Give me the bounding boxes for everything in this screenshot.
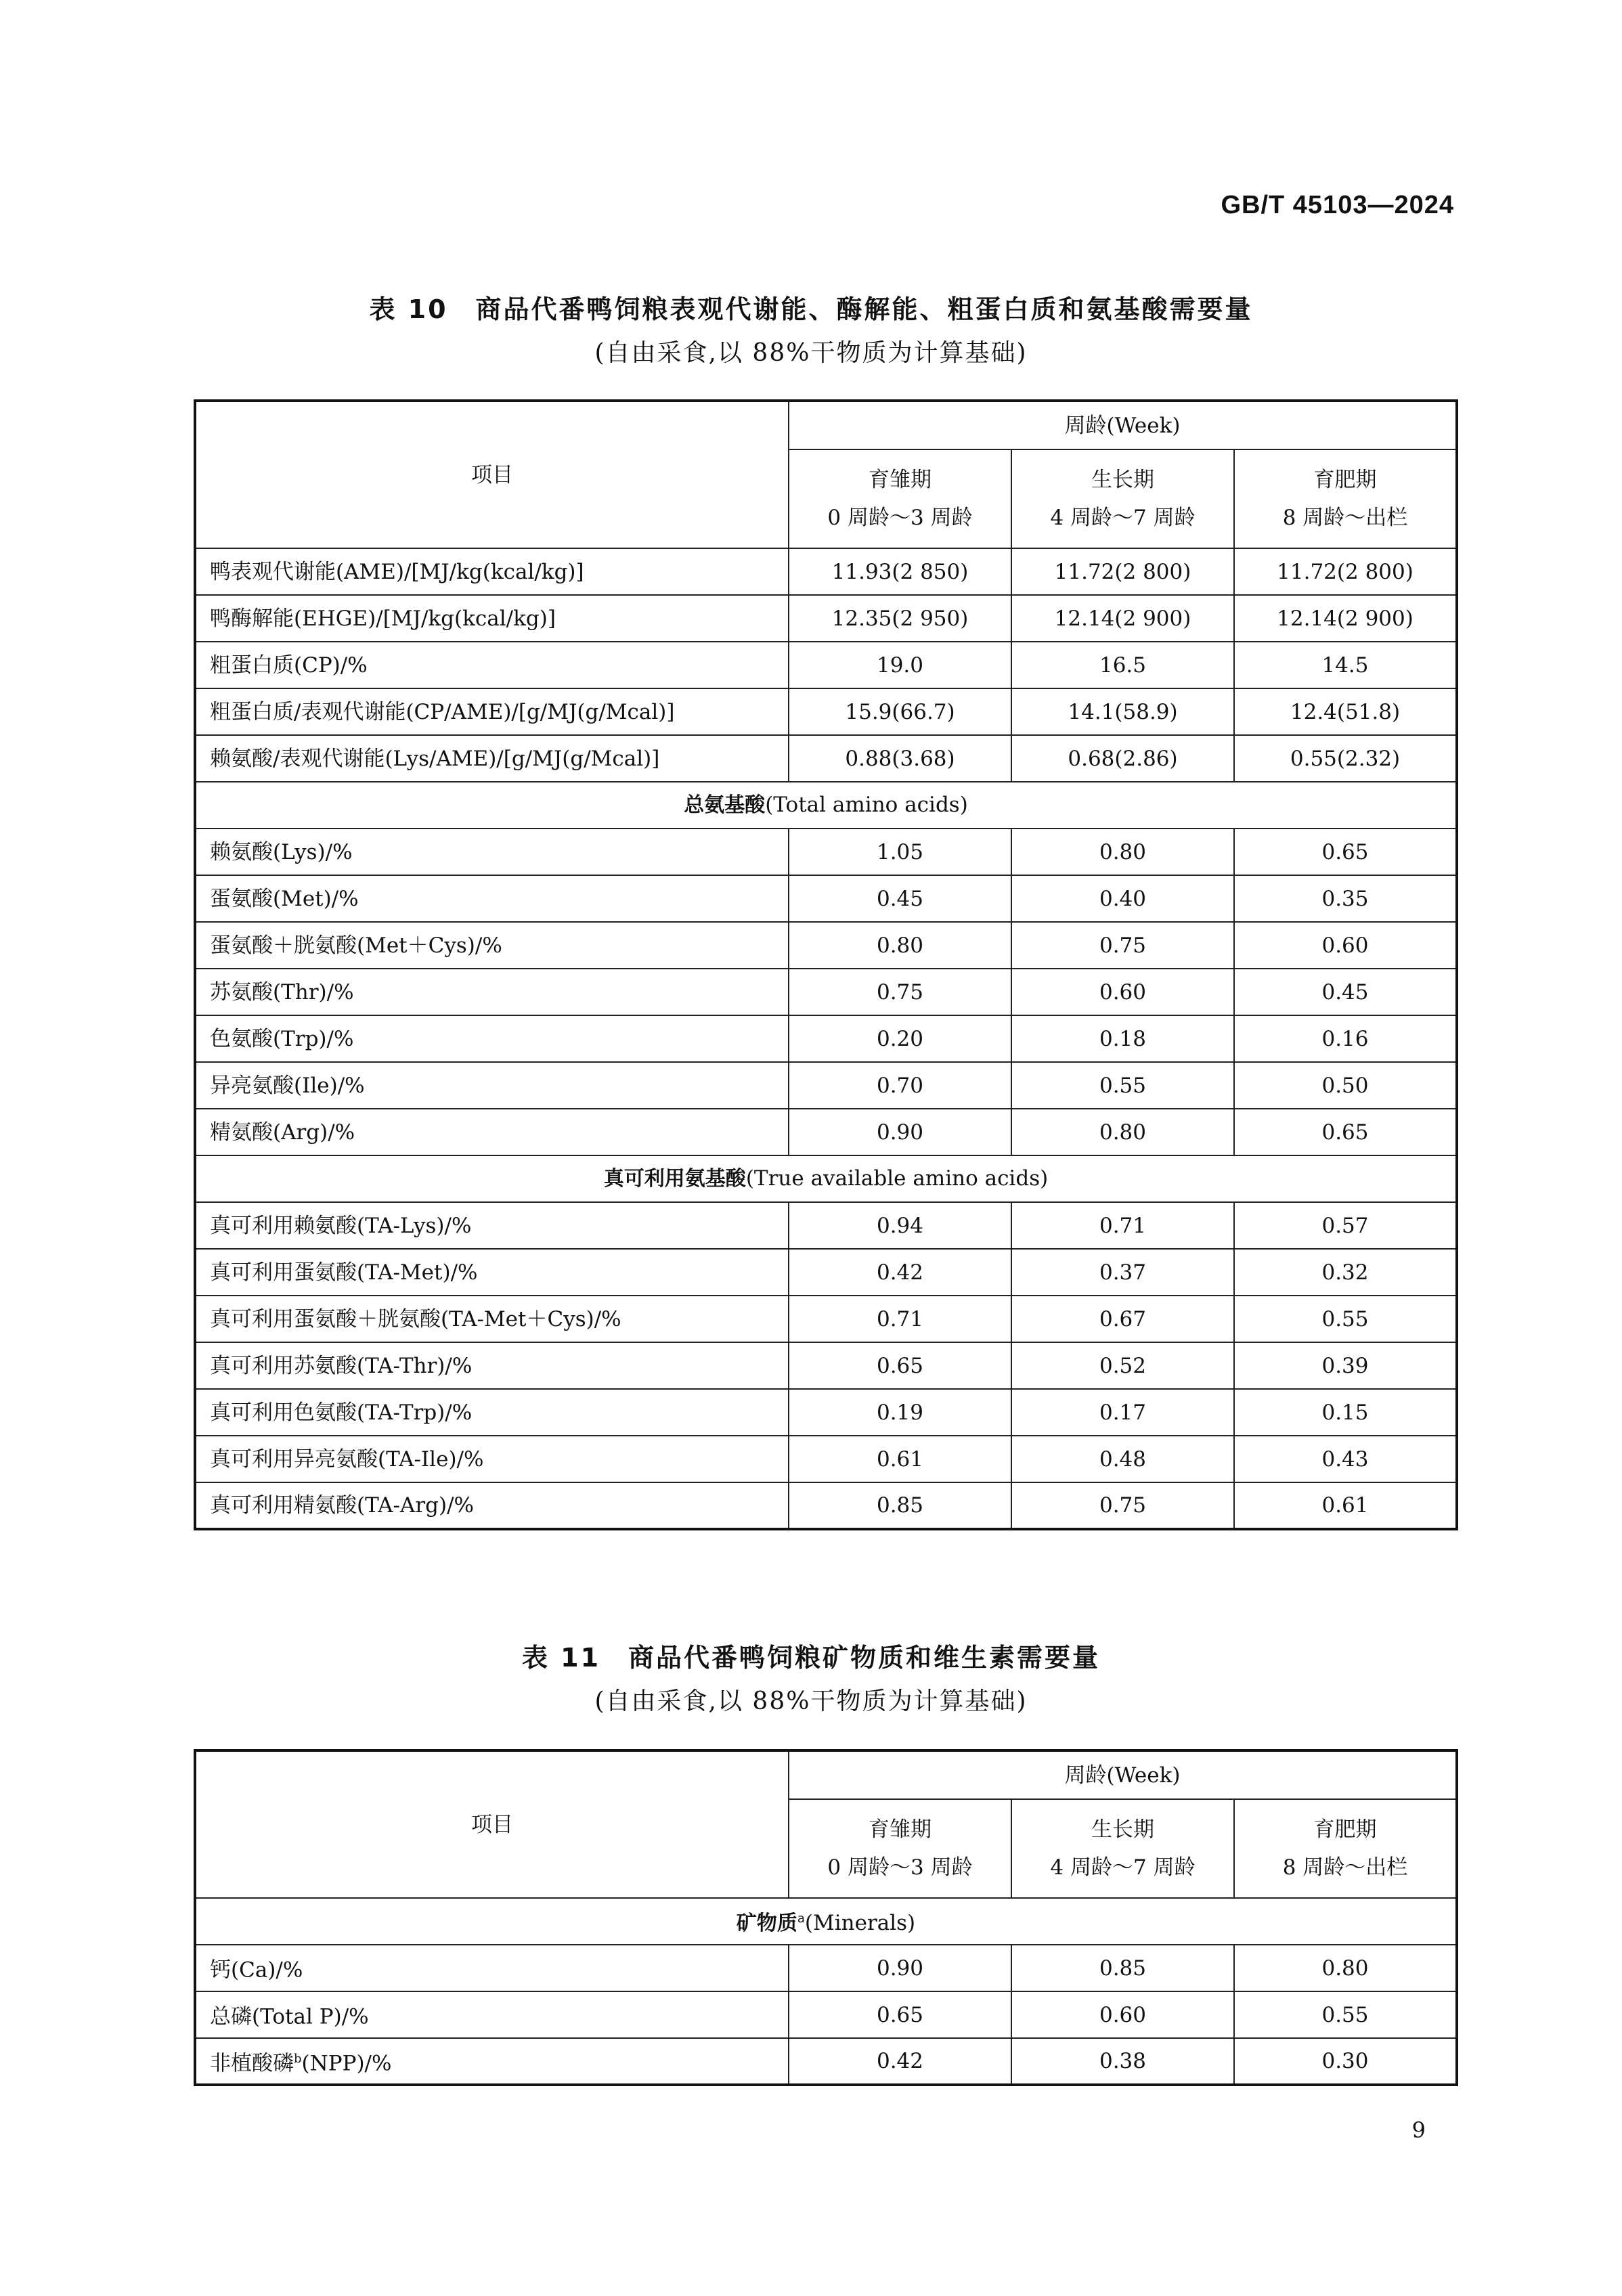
row-label-text: 异亮氨酸(Ile)/% [210, 1073, 365, 1098]
page-number: 9 [1411, 2117, 1426, 2143]
value-cell: 0.61 [1234, 1482, 1457, 1529]
value-cell: 0.80 [1011, 1109, 1234, 1155]
week-header: 周龄(Week) [789, 401, 1457, 449]
table10 [194, 399, 1458, 1530]
table11 [194, 1749, 1458, 2086]
value-cell: 16.5 [1011, 642, 1234, 688]
row-label-text: 真可利用精氨酸(TA-Arg)/% [210, 1493, 474, 1518]
value-cell: 0.30 [1234, 2038, 1457, 2085]
row-label [195, 875, 789, 922]
value-cell: 0.94 [789, 1202, 1011, 1249]
table-row [195, 1062, 1457, 1109]
section-zh: 真可利用氨基酸 [603, 1167, 746, 1191]
value-cell: 11.72(2 800) [1234, 548, 1457, 595]
value-cell: 0.70 [789, 1062, 1011, 1109]
table-row [195, 1342, 1457, 1389]
value-cell: 0.75 [1011, 1482, 1234, 1529]
table-row [195, 1109, 1457, 1155]
row-label-text: 精氨酸(Arg)/% [210, 1120, 355, 1145]
value-cell: 0.52 [1011, 1342, 1234, 1389]
value-cell: 0.40 [1011, 875, 1234, 922]
phase-header [1234, 1799, 1457, 1898]
section-true-available-amino-acids [195, 1155, 1457, 1202]
row-label [195, 1062, 789, 1109]
value-cell: 0.43 [1234, 1436, 1457, 1482]
value-cell: 0.90 [789, 1945, 1011, 1991]
phase-name: 育肥期 [1313, 468, 1377, 492]
value-cell: 0.19 [789, 1389, 1011, 1436]
table-row [195, 642, 1457, 688]
row-label [195, 688, 789, 735]
item-header: 项目 [195, 401, 789, 548]
value-cell: 0.90 [789, 1109, 1011, 1155]
value-cell: 0.32 [1234, 1249, 1457, 1296]
table-row [195, 595, 1457, 642]
section-row [195, 1898, 1457, 1945]
item-header: 项目 [195, 1750, 789, 1898]
table-row [195, 1482, 1457, 1529]
row-label-text: 真可利用异亮氨酸(TA-Ile)/% [210, 1447, 484, 1472]
value-cell: 0.71 [1011, 1202, 1234, 1249]
row-label [195, 1436, 789, 1482]
table11-caption [0, 1637, 1622, 1717]
row-label-text: 蛋氨酸(Met)/% [210, 886, 359, 911]
value-cell: 12.14(2 900) [1234, 595, 1457, 642]
table-row [195, 1202, 1457, 1249]
row-label [195, 1991, 789, 2038]
value-cell: 0.88(3.68) [789, 735, 1011, 782]
table-row [195, 922, 1457, 969]
value-cell: 15.9(66.7) [789, 688, 1011, 735]
value-cell: 0.71 [789, 1296, 1011, 1342]
row-label-text: 真可利用蛋氨酸(TA-Met)/% [210, 1260, 478, 1285]
value-cell: 0.55 [1234, 1296, 1457, 1342]
week-header: 周龄(Week) [789, 1750, 1457, 1799]
table-row [195, 1296, 1457, 1342]
table-row [195, 1436, 1457, 1482]
phase-header [789, 449, 1011, 548]
row-label-text: 鸭表观代谢能(AME)/[MJ/kg(kcal/kg)] [210, 559, 584, 584]
table-row [195, 969, 1457, 1015]
row-label [195, 1945, 789, 1991]
value-cell: 0.85 [1011, 1945, 1234, 1991]
value-cell: 12.14(2 900) [1011, 595, 1234, 642]
row-label-text: 鸭酶解能(EHGE)/[MJ/kg(kcal/kg)] [210, 606, 556, 631]
row-label [195, 1015, 789, 1062]
phase-header [1234, 449, 1457, 548]
table-row [195, 1249, 1457, 1296]
footnote-marker: a [797, 1912, 805, 1926]
table-row [195, 829, 1457, 875]
row-label-text: 非植酸磷 [210, 2051, 294, 2076]
phase-header [789, 1799, 1011, 1898]
value-cell: 0.68(2.86) [1011, 735, 1234, 782]
row-label-text: 真可利用赖氨酸(TA-Lys)/% [210, 1213, 472, 1238]
row-label [195, 922, 789, 969]
section-total-amino-acids [195, 782, 1457, 829]
row-label-text: 色氨酸(Trp)/% [210, 1026, 354, 1051]
phase-header [1011, 449, 1234, 548]
value-cell: 0.61 [789, 1436, 1011, 1482]
table-row [195, 2038, 1457, 2085]
value-cell: 0.38 [1011, 2038, 1234, 2085]
phase-name: 生长期 [1091, 1817, 1154, 1842]
phase-name: 育雏期 [869, 468, 931, 492]
table11-title: 表 11 商品代番鸭饲粮矿物质和维生素需要量 [521, 1643, 1101, 1673]
value-cell: 0.42 [789, 1249, 1011, 1296]
row-label-text: 赖氨酸/表观代谢能(Lys/AME)/[g/MJ(g/Mcal)] [210, 746, 660, 771]
row-label [195, 2038, 789, 2085]
value-cell: 0.60 [1234, 922, 1457, 969]
phase-name: 育肥期 [1313, 1817, 1377, 1842]
row-label [195, 1109, 789, 1155]
value-cell: 1.05 [789, 829, 1011, 875]
row-label-text: 总磷(Total P)/% [210, 2004, 369, 2029]
value-cell: 11.93(2 850) [789, 548, 1011, 595]
row-label [195, 595, 789, 642]
value-cell: 0.37 [1011, 1249, 1234, 1296]
row-label-text: 钙(Ca)/% [210, 1958, 303, 1983]
value-cell: 0.85 [789, 1482, 1011, 1529]
value-cell: 0.17 [1011, 1389, 1234, 1436]
row-label-text: 苏氨酸(Thr)/% [210, 979, 354, 1005]
row-label-text: 蛋氨酸＋胱氨酸(Met＋Cys)/% [210, 933, 502, 958]
value-cell: 0.80 [789, 922, 1011, 969]
section-row [195, 782, 1457, 829]
row-label-text: 真可利用色氨酸(TA-Trp)/% [210, 1400, 473, 1425]
phase-range: 8 周龄～出栏 [1282, 506, 1408, 530]
value-cell: 0.65 [789, 1342, 1011, 1389]
row-label [195, 1482, 789, 1529]
section-row [195, 1155, 1457, 1202]
phase-range: 8 周龄～出栏 [1282, 1855, 1408, 1880]
phase-name: 生长期 [1091, 468, 1154, 492]
value-cell: 0.60 [1011, 969, 1234, 1015]
value-cell: 0.18 [1011, 1015, 1234, 1062]
row-label [195, 1202, 789, 1249]
row-label-suffix: (NPP)/% [301, 2051, 392, 2076]
value-cell: 0.55 [1011, 1062, 1234, 1109]
row-label-text: 真可利用蛋氨酸＋胱氨酸(TA-Met＋Cys)/% [210, 1306, 621, 1331]
value-cell: 12.35(2 950) [789, 595, 1011, 642]
value-cell: 0.16 [1234, 1015, 1457, 1062]
value-cell: 0.65 [1234, 1109, 1457, 1155]
value-cell: 0.35 [1234, 875, 1457, 922]
value-cell: 0.45 [1234, 969, 1457, 1015]
value-cell: 0.75 [1011, 922, 1234, 969]
row-label [195, 548, 789, 595]
table-row [195, 875, 1457, 922]
row-label [195, 642, 789, 688]
section-en: (Minerals) [804, 1911, 916, 1935]
table-row [195, 1015, 1457, 1062]
phase-range: 0 周龄～3 周龄 [827, 506, 973, 530]
row-label [195, 1342, 789, 1389]
row-label [195, 1249, 789, 1296]
value-cell: 0.65 [1234, 829, 1457, 875]
value-cell: 0.39 [1234, 1342, 1457, 1389]
table11-subtitle: (自由采食,以 88%干物质为计算基础) [594, 1687, 1028, 1715]
row-label-text: 真可利用苏氨酸(TA-Thr)/% [210, 1353, 473, 1378]
phase-header [1011, 1799, 1234, 1898]
phase-range: 0 周龄～3 周龄 [827, 1855, 973, 1880]
section-zh: 总氨基酸 [684, 793, 766, 817]
value-cell: 11.72(2 800) [1011, 548, 1234, 595]
value-cell: 0.67 [1011, 1296, 1234, 1342]
section-en: (True available amino acids) [745, 1166, 1049, 1191]
row-label [195, 1296, 789, 1342]
value-cell: 14.1(58.9) [1011, 688, 1234, 735]
table-row [195, 688, 1457, 735]
section-minerals [195, 1898, 1457, 1945]
table-row [195, 548, 1457, 595]
value-cell: 0.75 [789, 969, 1011, 1015]
section-zh: 矿物质 [736, 1912, 797, 1935]
value-cell: 0.55(2.32) [1234, 735, 1457, 782]
value-cell: 0.80 [1234, 1945, 1457, 1991]
value-cell: 0.55 [1234, 1991, 1457, 2038]
value-cell: 19.0 [789, 642, 1011, 688]
value-cell: 0.20 [789, 1015, 1011, 1062]
value-cell: 0.57 [1234, 1202, 1457, 1249]
table-row [195, 1389, 1457, 1436]
section-en: (Total amino acids) [765, 793, 968, 817]
value-cell: 0.65 [789, 1991, 1011, 2038]
value-cell: 12.4(51.8) [1234, 688, 1457, 735]
phase-range: 4 周龄～7 周龄 [1050, 506, 1196, 530]
table-row [195, 735, 1457, 782]
row-label [195, 735, 789, 782]
value-cell: 0.50 [1234, 1062, 1457, 1109]
row-label [195, 969, 789, 1015]
table10-title: 表 10 商品代番鸭饲粮表观代谢能、酶解能、粗蛋白质和氨基酸需要量 [369, 294, 1253, 324]
table-row [195, 1945, 1457, 1991]
value-cell: 14.5 [1234, 642, 1457, 688]
table10-caption [0, 288, 1622, 368]
value-cell: 0.80 [1011, 829, 1234, 875]
footnote-marker: b [294, 2051, 302, 2066]
value-cell: 0.60 [1011, 1991, 1234, 2038]
value-cell: 0.45 [789, 875, 1011, 922]
phase-range: 4 周龄～7 周龄 [1050, 1855, 1196, 1880]
table10-subtitle: (自由采食,以 88%干物质为计算基础) [594, 339, 1028, 367]
value-cell: 0.48 [1011, 1436, 1234, 1482]
table-row [195, 1991, 1457, 2038]
value-cell: 0.15 [1234, 1389, 1457, 1436]
row-label [195, 1389, 789, 1436]
row-label-text: 赖氨酸(Lys)/% [210, 839, 353, 864]
standard-code: GB/T 45103—2024 [1221, 191, 1454, 219]
row-label-text: 粗蛋白质(CP)/% [210, 653, 368, 678]
value-cell: 0.42 [789, 2038, 1011, 2085]
row-label [195, 829, 789, 875]
row-label-text: 粗蛋白质/表观代谢能(CP/AME)/[g/MJ(g/Mcal)] [210, 699, 675, 724]
phase-name: 育雏期 [869, 1817, 931, 1842]
